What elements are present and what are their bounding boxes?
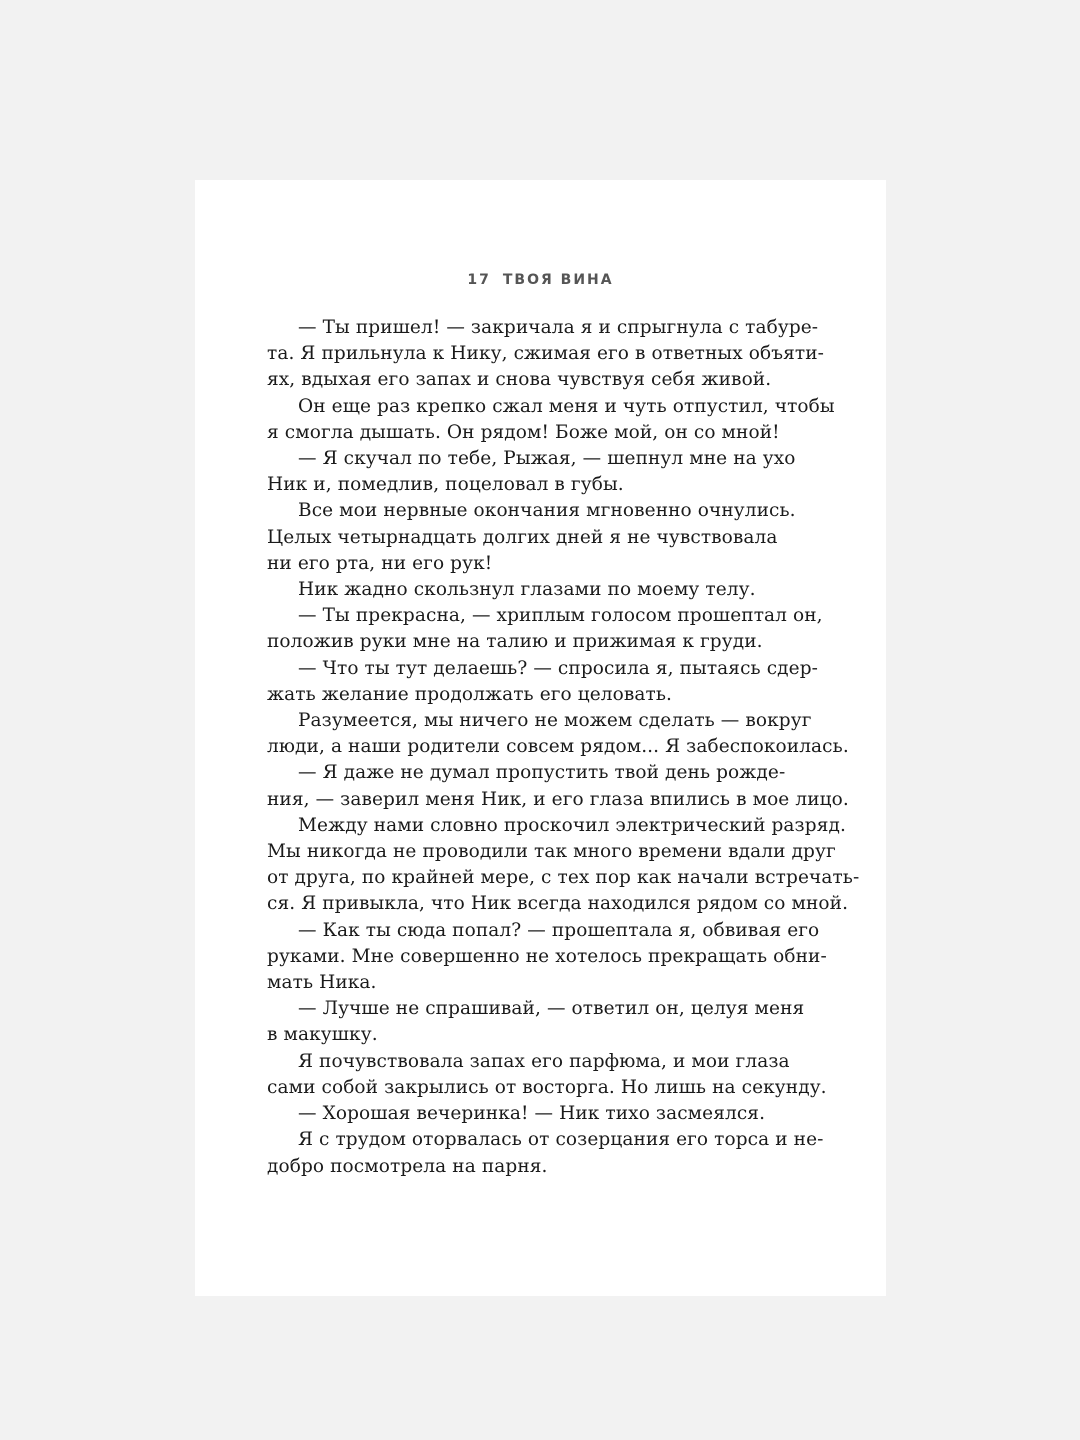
text-line: в макушку. — [267, 1024, 378, 1046]
paragraph — [267, 1049, 827, 1101]
text-line: Я почувствовала запах его парфюма, и мои глаза — [298, 1050, 790, 1072]
text-line: люди, а наши родители совсем рядом... Я забеспокоилась. — [267, 736, 849, 758]
text-line: ни его рта, ни его рук! — [267, 552, 493, 574]
running-head — [195, 272, 886, 288]
paragraph — [267, 446, 796, 498]
text-line: — Хорошая вечеринка! — Ник тихо засмеялся. — [298, 1103, 766, 1125]
paragraph — [267, 498, 796, 577]
text-line: ях, вдыхая его запах и снова чувствуя себя живой. — [267, 369, 772, 391]
text-line: добро посмотрела на парня. — [267, 1155, 548, 1177]
text-line: я смогла дышать. Он рядом! Боже мой, он со мной! — [267, 421, 780, 443]
paragraph — [267, 656, 818, 708]
paragraph — [267, 760, 849, 812]
text-line: — Я даже не думал пропустить твой день рожде- — [298, 762, 786, 784]
text-line: ния, — заверил меня Ник, и его глаза впились в мое лицо. — [267, 788, 849, 810]
text-line: Между нами словно проскочил электрический разряд. — [298, 814, 846, 836]
text-line: от друга, по крайней мере, с тех пор как начали встречать- — [267, 867, 860, 889]
paragraph — [267, 1101, 776, 1127]
text-line: та. Я прильнула к Нику, сжимая его в ответных объяти- — [267, 343, 824, 365]
text-line: жать желание продолжать его целовать. — [267, 683, 673, 705]
paragraph — [267, 918, 827, 997]
text-line: Целых четырнадцать долгих дней я не чувствовала — [267, 526, 778, 548]
paragraph — [267, 394, 835, 446]
paragraph — [267, 813, 860, 918]
text-line: мать Ника. — [267, 972, 377, 994]
text-line: — Ты прекрасна, — хриплым голосом прошептал он, — [298, 605, 823, 627]
text-line: Ник жадно скользнул глазами по моему телу. — [298, 579, 756, 601]
text-line: — Я скучал по тебе, Рыжая, — шепнул мне на ухо — [298, 448, 796, 470]
book-title: ТВОЯ ВИНА — [502, 272, 614, 288]
page-number: 17 — [467, 272, 491, 288]
paragraph — [267, 603, 823, 655]
text-line: — Как ты сюда попал? — прошептала я, обвивая его — [298, 919, 820, 941]
paragraph — [267, 315, 824, 394]
text-line: Мы никогда не проводили так много времени вдали друг — [267, 841, 836, 863]
text-line: положив руки мне на талию и прижимая к груди. — [267, 631, 763, 653]
text-line: — Лучше не спрашивай, — ответил он, целуя меня — [298, 998, 805, 1020]
text-line: — Что ты тут делаешь? — спросила я, пытаясь сдер- — [298, 657, 818, 679]
text-line: руками. Мне совершенно не хотелось прекращать обни- — [267, 945, 827, 967]
paragraph — [267, 996, 805, 1048]
book-page — [195, 180, 886, 1296]
paragraph — [267, 577, 776, 603]
paragraph — [267, 708, 849, 760]
text-line: ся. Я привыкла, что Ник всегда находился рядом со мной. — [267, 893, 849, 915]
text-line: Я с трудом оторвалась от созерцания его торса и не- — [298, 1129, 824, 1151]
text-line: сами собой закрылись от восторга. Но лишь на секунду. — [267, 1076, 827, 1098]
paragraph — [267, 1127, 824, 1179]
text-line: Ник и, помедлив, поцеловал в губы. — [267, 474, 624, 496]
text-line: Он еще раз крепко сжал меня и чуть отпустил, чтобы — [298, 395, 835, 417]
text-line: Все мои нервные окончания мгновенно очнулись. — [298, 500, 796, 522]
text-line: — Ты пришел! — закричала я и спрыгнула с табуре- — [298, 317, 819, 338]
body-text — [267, 315, 860, 1180]
text-line: Разумеется, мы ничего не можем сделать — вокруг — [298, 710, 812, 732]
